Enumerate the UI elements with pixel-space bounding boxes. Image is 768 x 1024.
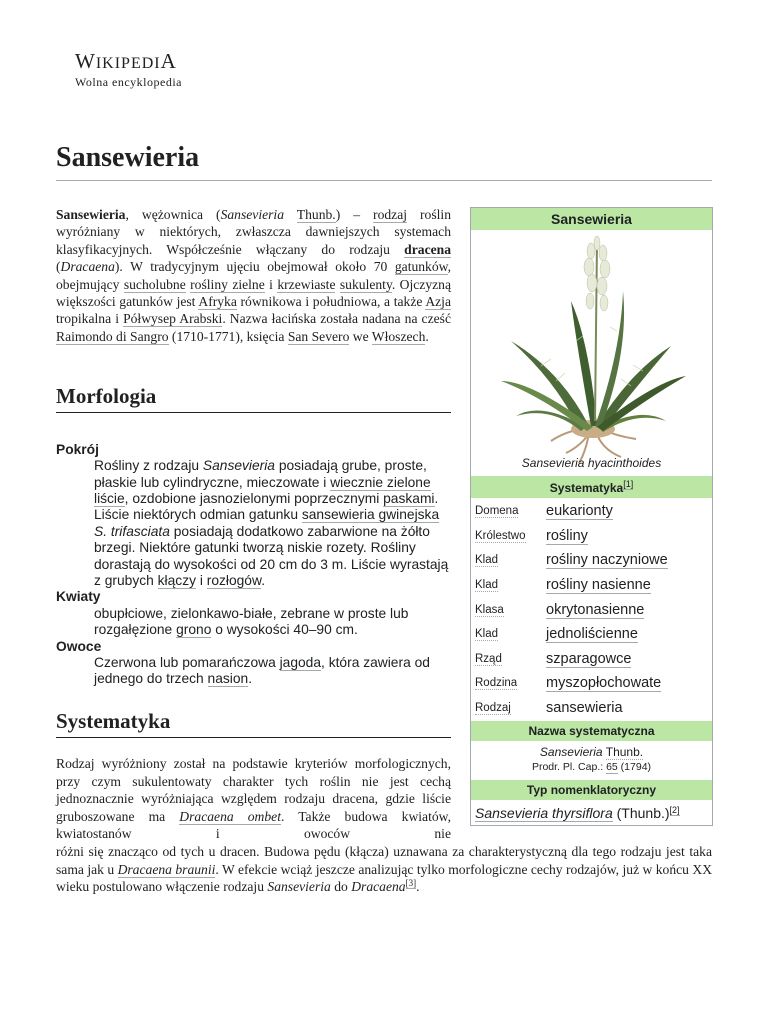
taxonomy-row [471,548,712,573]
section-heading-morfologia: Morfologia [56,384,451,413]
link-paskami[interactable]: paskami [383,491,435,507]
link-sansevieria-thyrsiflora[interactable]: Sansevieria thyrsiflora [475,805,613,822]
link-dracaena-braunii[interactable]: Dracaena braunii [117,861,216,877]
rank-link[interactable]: Klad [475,628,499,641]
taxonomy-row [471,647,712,672]
link-liscie[interactable]: liście [94,491,125,507]
link-san-severo[interactable]: San Severo [287,328,350,344]
sansevieria-drawing [471,231,712,474]
text-italic: Dracaena [351,879,406,895]
link-author-thunb[interactable]: Thunb. [605,745,644,760]
definition-owoce: Czerwona lub pomarańczowa jagoda, która zawiera od jednego do trzech nasion. [94,655,430,687]
morfologia-definition-list [56,442,451,688]
taxonomy-rows [471,499,712,720]
rank-link[interactable]: Klad [475,579,499,592]
term-kwiaty: Kwiaty [56,589,101,605]
infobox-name-header: Nazwa systematyczna [471,720,712,742]
wikipedia-logo[interactable] [75,50,215,90]
taxon-link[interactable]: eukarionty [546,503,613,520]
link-azja[interactable]: Azja [425,294,451,310]
taxonomy-row [471,524,712,549]
link-klaczy[interactable]: kłączy [157,573,196,589]
link-rosliny-zielne[interactable]: rośliny zielne [190,276,265,292]
section-heading-systematyka: Systematyka [56,709,451,738]
definition-pokroj: Rośliny z rodzaju Sansevieria posiadają grube, proste, płaskie lub cylindryczne, mieczowate i wiecznie zielone liście, ozdobione jasnozielonymi poprzecznymi paskami. Liście niektórych odmian gatunku sansewieria gwinejska S. trifasciata posiadają dodatkowo zabarwione na żółto brzegi. Niektóre gatunki tworzą niskie rozety. Rośliny dorastają do wysokości od 20 cm do 3 m. Liście wyrastają z grubych kłączy i rozłogów. [94,458,449,589]
link-krzewiaste[interactable]: krzewiaste [277,276,336,292]
definition-kwiaty: obupłciowe, zielonkawo-białe, zebrane w proste lub rozgałęzione grono o wysokości 40–90 cm. [94,605,409,638]
ref-3[interactable]: [3] [405,877,417,888]
link-wiecznie-zielone[interactable]: wiecznie zielone [330,474,431,490]
term-owoce: Owoce [56,638,102,654]
text-italic: Sansevieria [267,879,331,895]
rank-link[interactable]: Królestwo [475,529,526,542]
systematyka-text-wide [56,844,712,894]
text-run: różni się znacząco od tych u dracen. Budowa pędu (kłącza) uznawana za charakterystyczną dla tego rodzaju jest taka sama jak u [56,843,712,877]
link-dracena[interactable]: dracena [404,241,451,257]
link-nasion[interactable]: nasion [207,671,249,687]
text-run: . W efekcie wciąż jeszcze analizując tylko morfologiczne cechy rodzajów, już w końcu XX wieku postulowano włączenie rodzaju [56,861,713,895]
plant-illustration[interactable] [471,231,712,475]
link-rozlogow[interactable]: rozłogów [206,573,262,589]
taxonomy-row [471,499,712,524]
text-run: . [416,879,420,895]
link-sukulenty[interactable]: sukulenty [339,276,392,292]
rank-link[interactable]: Domena [475,505,519,518]
link-gatunkow[interactable]: gatunków [394,259,448,275]
taxon-link[interactable]: myszopłochowate [546,675,662,692]
taxon-current: sansewieria [546,700,623,717]
image-caption: Sansevieria hyacinthoides [521,456,662,470]
lead-paragraph: Sansewieria, wężownica (Sansevieria Thunb.) – rodzaj roślin wyróżniany w niektórych, zwłaszcza dawniejszych systemach klasyfikacyjnych. Współcześnie włączany do rodzaju dracena (Dracaena). W tradycyjnym ujęciu obejmował około 70 gatunków, obejmujący sucholubne rośliny zielne i krzewiaste sukulenty. Ojczyzną większości gatunków jest Afryka równikowa i południowa, a także Azja tropikalna i Półwysep Arabski. Nazwa łacińska została nadana na cześć Raimondo di Sangro (1710-1771), księcia San Severo we Włoszech. [56,207,451,344]
taxon-link[interactable]: rośliny naczyniowe [546,552,668,569]
taxon-link[interactable]: szparagowce [546,650,632,667]
term-pokroj: Pokrój [56,441,99,457]
link-rodzaj[interactable]: rodzaj [373,207,408,222]
taxon-link[interactable]: okrytonasienne [546,601,645,618]
systematic-name: Sansevieria Thunb. Prodr. Pl. Cap.: 65 (1794) [471,742,712,779]
taxobox [470,207,713,826]
rank-link[interactable]: Rząd [475,652,502,665]
link-sansewieria-gwinejska[interactable]: sansewieria gwinejska [301,507,440,523]
taxonomy-row [471,622,712,647]
taxon-link[interactable]: rośliny [546,527,588,544]
link-wloszech[interactable]: Włoszech [371,328,426,344]
link-grono[interactable]: grono [176,622,212,638]
text-run: . Także budowa kwiatów, kwiatostanów i owoców nie [56,808,451,842]
link-dracaena-ombet[interactable]: Dracaena ombet [179,808,281,824]
wikipedia-tagline: Wolna encyklopedia [75,75,182,89]
page-title: Sansewieria [56,142,712,181]
wikipedia-wordmark: WIKIPEDIA [75,49,177,73]
type-species: Sansevieria thyrsiflora (Thunb.)[2] [471,801,712,825]
link-sucholubne[interactable]: sucholubne [123,276,186,292]
link-polwysep-arabski[interactable]: Półwysep Arabski [123,311,223,327]
infobox-type-header: Typ nomenklatoryczny [471,779,712,801]
link-raimondo-di-sangro[interactable]: Raimondo di Sangro [56,328,169,344]
taxonomy-row [471,597,712,622]
taxon-link[interactable]: rośliny nasienne [546,577,651,594]
systematyka-text-narrow [56,755,451,843]
infobox-title: Sansewieria [471,208,712,231]
rank-link[interactable]: Klad [475,554,499,567]
taxonomy-row [471,573,712,598]
taxonomy-row [471,671,712,696]
text-run: do [330,879,352,895]
rank-link[interactable]: Klasa [475,603,504,616]
link-thunb[interactable]: Thunb. [296,207,336,222]
taxon-link[interactable]: jednoliścienne [546,626,638,643]
infobox-systematics-header: Systematyka[1] [471,475,712,499]
ref-2[interactable]: [2] [669,804,680,815]
text-run: Rodzaj wyróżniony został na podstawie kryteriów morfologicznych, przy czym sukulentowaty charakter tych roślin nie jest cechą jednoznacznie wyróżniająca względem rodzaju dracena, gdzie liście gruboszowane ma [56,756,451,824]
link-jagoda[interactable]: jagoda [279,655,322,671]
ref-1[interactable]: [1] [623,479,634,489]
rank-link[interactable]: Rodzina [475,677,518,690]
link-page-65[interactable]: 65 [606,761,618,774]
rank-link[interactable]: Rodzaj [475,702,511,715]
taxonomy-row [471,696,712,721]
link-afryka[interactable]: Afryka [198,294,237,310]
